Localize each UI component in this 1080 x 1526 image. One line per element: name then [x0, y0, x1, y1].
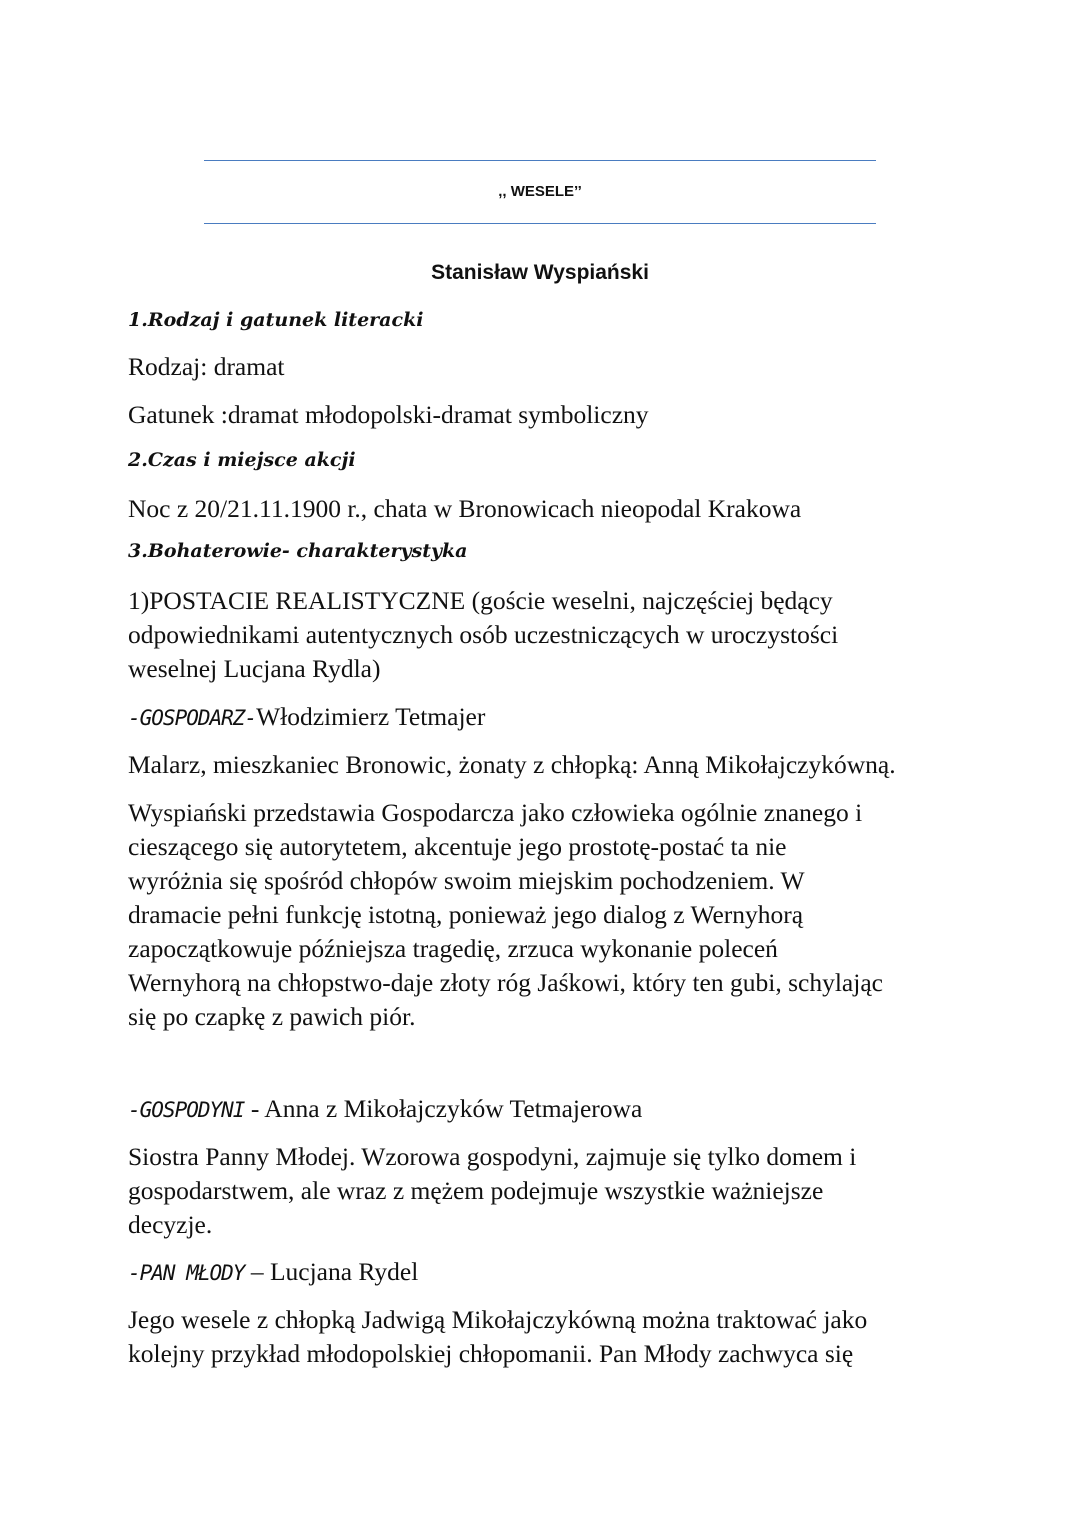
character-tag: -GOSPODARZ-: [128, 706, 257, 730]
text-line: Wernyhorą na chłopstwo-daje złoty róg Jaśkowi, który ten gubi, schylając: [128, 968, 883, 997]
gospodyni-heading: [128, 1092, 642, 1127]
section-heading-characters: 3.Bohaterowie- charakterystyka: [128, 540, 468, 562]
document-title: ,, WESELE’’: [498, 183, 582, 200]
rodzaj-text: Rodzaj: dramat: [128, 352, 285, 381]
character-name: Włodzimierz Tetmajer: [256, 702, 486, 731]
section-heading-genre: 1.Rodzaj i gatunek literacki: [128, 309, 424, 331]
pan-mlody-heading: [128, 1255, 418, 1290]
postacie-paragraph: [128, 584, 838, 686]
pan-mlody-paragraph: [128, 1303, 867, 1371]
text-line: Siostra Panny Młodej. Wzorowa gospodyni, zajmuje się tylko domem i: [128, 1142, 857, 1171]
text-line: 1)POSTACIE REALISTYCZNE (goście weselni, najczęściej będący: [128, 586, 833, 615]
section-heading-time-place: 2.Czas i miejsce akcji: [128, 449, 356, 471]
text-line: odpowiednikami autentycznych osób uczestniczących w uroczystości: [128, 620, 839, 649]
gospodyni-paragraph: [128, 1140, 856, 1242]
text-line: Jego wesele z chłopką Jadwigą Mikołajczykówną można traktować jako: [128, 1305, 868, 1334]
text-line: gospodarstwem, ale wraz z mężem podejmuje wszystkie ważniejsze: [128, 1176, 824, 1205]
author: Stanisław Wyspiański: [431, 261, 649, 284]
gatunek-text: Gatunek :dramat młodopolski-dramat symboliczny: [128, 400, 649, 429]
text-line: weselnej Lucjana Rydla): [128, 654, 381, 683]
character-tag: -PAN MŁODY: [128, 1261, 245, 1285]
text-line: kolejny przykład młodopolskiej chłopomanii. Pan Młody zachwyca się: [128, 1339, 854, 1368]
title-rule-bottom: [204, 223, 876, 224]
gospodarz-heading: [128, 700, 485, 735]
time-place-text: Noc z 20/21.11.1900 r., chata w Bronowicach nieopodal Krakowa: [128, 494, 802, 523]
gospodarz-paragraph: [128, 796, 883, 1034]
text-line: wyróżnia się spośród chłopów swoim miejskim pochodzeniem. W: [128, 866, 805, 895]
text-line: dramacie pełni funkcję istotną, ponieważ jego dialog z Wernyhorą: [128, 900, 804, 929]
character-tag: -GOSPODYNI: [128, 1098, 245, 1122]
text-line: cieszącego się autorytetem, akcentuje jego prostotę-postać ta nie: [128, 832, 787, 861]
text-line: Wyspiański przedstawia Gospodarcza jako człowieka ogólnie znanego i: [128, 798, 863, 827]
gospodarz-line: Malarz, mieszkaniec Bronowic, żonaty z chłopką: Anną Mikołajczykówną.: [128, 750, 896, 779]
title-rule-top: [204, 160, 876, 161]
text-line: decyzje.: [128, 1210, 213, 1239]
text-line: zapoczątkowuje późniejsza tragedię, zrzuca wykonanie poleceń: [128, 934, 778, 963]
text-line: się po czapkę z pawich piór.: [128, 1002, 416, 1031]
character-name: - Anna z Mikołajczyków Tetmajerowa: [244, 1094, 643, 1123]
character-name: – Lucjana Rydel: [244, 1257, 419, 1286]
